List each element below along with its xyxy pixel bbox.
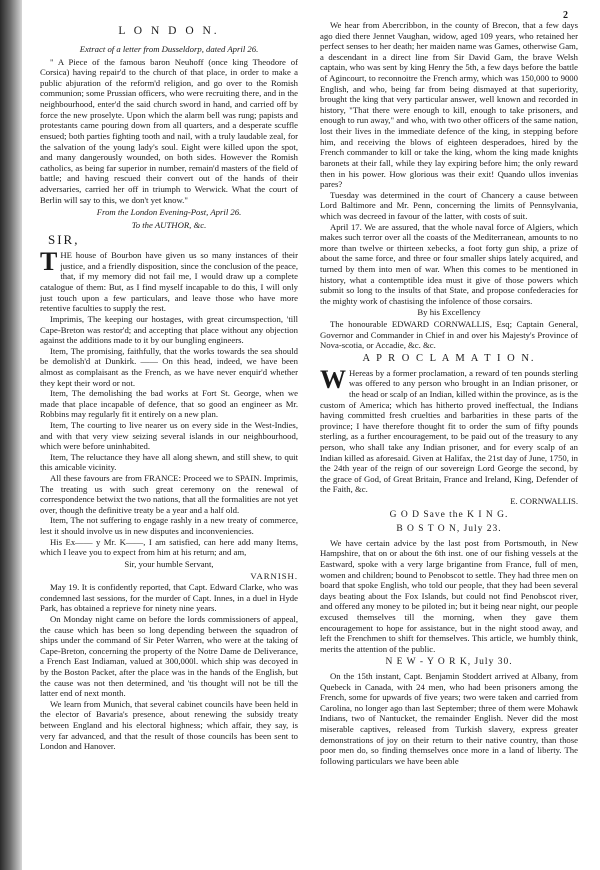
to-author-heading: To the AUTHOR, &c. bbox=[131, 219, 207, 230]
proclamation-drop-cap: W bbox=[320, 364, 346, 394]
masthead: L O N D O N. bbox=[118, 25, 220, 37]
captain-clarke-paragraph: May 19. It is confidently reported, that Capt. Edward Clarke, who was condemned last sessions, for the murder of Capt. Innes, in a duel in Hyde Park, has obtained a reprieve for ninety nine years. bbox=[40, 582, 298, 614]
new-york-dateline: N E W - Y O R K, July 30. bbox=[385, 657, 513, 668]
imprimis-paragraph: Imprimis, The keeping our hostages, with great circumspection, 'till Cape-Breton was restor'd; and accepting that place without any objection against the additions made to it by our bungling engineers. bbox=[40, 313, 298, 346]
signature: VARNISH. bbox=[250, 570, 298, 581]
boston-dateline: B O S T O N, July 23. bbox=[396, 524, 502, 535]
dusseldorp-dateline: Extract of a letter from Dusseldorp, dated April 26. bbox=[79, 44, 259, 55]
proclamation-text: Hereas by a former proclamation, a reward of ten pounds sterling was offered to any person who brought in an Indian prisoner, or the head or scalp of an Indian, killed within the province, as is the custom of America; which has hitherto proved ineffectual, the Indians having committed fresh cruelties and barbarities in these parts of the province; I have therefore thought fit to order the sum of fifty pounds sterling, as a further encouragement, to be paid out of the treasury to any person, who shall take any Indian prisoner, and for every scalp of an Indian killed as aforesaid. Given at Halifax, the 21st day of June, 1750, in the 24th year of the reign of our sovereign Lord George the second, by the grace of God, of Great Britain, France and Ireland, King, Defender of the Faith, &c. bbox=[320, 367, 578, 495]
cornwallis-intro: The honourable EDWARD CORNWALLIS, Esq; Captain General, Governor and Commander in Chief in and over his Majesty's Province of Nova-scotia, or Accadie, &c. &c. bbox=[320, 319, 578, 351]
item-demolishing-paragraph: Item, The demolishing the bad works at Fort St. George, when we made that place incapable of defence, that so good an engineer as Mr. Robbins may regularly fit it entirely on a new plan. bbox=[40, 388, 298, 420]
house-of-bourbon-paragraph bbox=[40, 247, 298, 314]
boston-paragraph: We have certain advice by the last post from Portsmouth, in New Hampshire, that on or about the 6th inst. one of our fishing vessels at the Eastward, spoke with a very large brigantine from France, full of men, women and children; bound to Penobscot to settle. They had three men on board that spoke English, who told our people, that they had been several days beating about the Fox Islands, but could not find Penobscot river, and offered any money to be piloted in; but it being near night, our people excused themselves till the morning, when they gave them encouragement to hope for assistance, but in the night stood away, and left the Frenchmen to shift for themselves. This article, we humbly think, merits the attention of the public. bbox=[320, 537, 578, 654]
chancery-paragraph: Tuesday was determined in the court of Chancery a cause between Lord Baltimore and Mr. Penn, concerning the limits of Pennsylvania, which was decreed in favour of the latter, with costs of suit. bbox=[320, 189, 578, 221]
drop-cap: T bbox=[40, 247, 58, 277]
page-number: 2 bbox=[563, 10, 568, 21]
proclamation-signature: E. CORNWALLIS. bbox=[510, 496, 578, 506]
commissioners-appeal-paragraph: On Monday night came on before the lords commissioners of appeal, the cause which has been so long depending between the squadron of ships under the command of Sir Peter Warren, who were at the taking of Cape-Breton, concerning the property of the Notre Dame de Deliverance, a French East Indiaman, valued at 300,000l. which ship was decoyed in by the Boston Packet, after the place was in the hands of the English, but the cause was not then determined, and 'tis thought will not be till the latter end of next month. bbox=[40, 613, 298, 699]
excellency-line: By his Excellency bbox=[417, 307, 481, 318]
proclamation-paragraph bbox=[320, 364, 578, 495]
book-spine-shadow bbox=[0, 0, 22, 870]
salutation: SIR, bbox=[48, 232, 80, 248]
item-reluctance-paragraph: Item, The reluctance they have all along shewn, and still shew, to quit this amicable vicinity. bbox=[40, 451, 298, 473]
god-save-the-king: G O D Save the K I N G. bbox=[389, 509, 509, 520]
dusseldorp-letter: " A Piece of the famous baron Neuhoff (once king Theodore of Corsica) having repair'd to the church of that place, in order to make a public abjuration of the reform'd religion, and go over to the Romish communion; some Prussian officers, who were recruiting there, and in the neighbourhood, enter'd the said church sword in hand, and carried off by force the new proselyte. Upon which the alarm bell was rung; papists and protestants came pouring down from all quarters, and a desperate scuffle ensued; both parties fighting tooth and nail, with a truly laudable zeal, for the salvation of the young lady's soul. Eight were killed upon the spot, and many dangerously wounded, on both sides. However the Romish catholics, as being far superior in number, remain'd masters of the field of battle; and having rescued their convert out of the hands of their adversaries, carried her off in triumph to Werwick. What the court of Berlin will say to this, we don't yet know." bbox=[40, 56, 298, 205]
item-commerce-paragraph: Item, The not suffering to engage rashly in a new treaty of commerce, lest it should involve us in new disputes and inconveniencies. bbox=[40, 515, 298, 537]
algiers-paragraph: April 17. We are assured, that the whole naval force of Algiers, which makes such terror over all the coasts of the Mediterranean, amounts to no more than twelve or thirteen xebecks, a foot forty gun ship, a prize of about the same force, and three or four smaller ships lately acquired, and turned by them into men of war. When this comes to be mentioned in history, what a contemptible idea must it give of those powers which submit so long to the insults of that State, and propose confederacies for the mighty work of chastising the infolence of those corsairs. bbox=[320, 221, 578, 306]
item-courting-paragraph: Item, The courting to live nearer us on every side in the West-Indies, and with that very view seizing several islands in our neighbourhood, which were before uninhabited. bbox=[40, 419, 298, 452]
munich-paragraph: We learn from Munich, that several cabinet councils have been held in the elector of Bavaria's presence, about renewing the subsidy treaty between England and his electoral highness; which affair, they say, is very far advanced, and that the result of those councils has been sent to London and Hanover. bbox=[40, 698, 298, 752]
item-promising-paragraph: Item, The promising, faithfully, that the works towards the sea should be demolish'd at Dunkirk. —— On this head, indeed, we have been almost as complaisant as the French, as we have never enquir'd whether they kept their word or not. bbox=[40, 345, 298, 388]
evening-post-dateline: From the London Evening-Post, April 26. bbox=[96, 207, 242, 218]
new-york-paragraph: On the 15th instant, Capt. Benjamin Stoddert arrived at Albany, from Quebeck in Canada, with 24 men, who had been prisoners among the French, some for upwards of five years; two were taken and carried from Carolina, no longer ago than last September; three of them were Mohawk Indians, two of Nantucket, the remainder English. Never did the most miserable captives, released from Turkish slavery, express greater demonstrations of joy on their return to their native country, than those poor men do, so finding themselves once more in a land of liberty. The following particulars we have been able bbox=[320, 671, 578, 766]
right-column bbox=[320, 20, 578, 868]
his-excellency-paragraph: His Ex—— y Mr. K——, I am satisfied, can here add many Items, which I leave you to expect from him at his return; and am, bbox=[40, 536, 298, 558]
closing-line: Sir, your humble Servant, bbox=[124, 558, 214, 569]
france-spain-paragraph: All these favours are from FRANCE: Proceed we to SPAIN. Imprimis, The treating us with such great ceremony on the renewal of correspondence betwixt the two nations, that all the formalities are not yet over, though the definitive treaty be a year and a half old. bbox=[40, 473, 298, 515]
left-column bbox=[40, 20, 298, 868]
proclamation-title: A P R O C L A M A T I O N. bbox=[362, 352, 536, 364]
abercribbon-paragraph: We hear from Abercribbon, in the county of Brecon, that a few days ago died there Jennet Vaughan, widow, aged 109 years, who retained her perfect senses to her death; her maiden name was Games, otherwise Gam, a descendant in a direct line from Sir David Gam, the brave Welsh captain, who was sent by king Henry the 5th, a few days before the battle of Agincourt, to reconnoitre the French army, which was 150,000 to 9000 English, and who, being far from being dismayed at that superiority, brought the king that very particular answer, well known and recorded in history, "That there were enough to kill, enough to take prisoners, and enough to run away," and who, with two other officers of the same nation, lost their lives in the immediate defence of the king, in stepping before him, and receiving the blows of eighteen desperadoes, hired by the French commander to kill or take the king, whom the king made knights baronets at their fall, while they lay expiring before him; the only reward then in his power. How glorious was their exit! Quando ullos invenias pares? bbox=[320, 20, 578, 190]
house-of-bourbon-text: HE house of Bourbon have given us so many instances of their justice, and a friendly disposition, since the conclusion of the peace, that, if my memory did not fail me, I would draw up a complete catalogue of them: But, as I find myself incapable to do this, I will only just touch upon a few particulars, and leave those who have more retentive faculties to supply the rest. bbox=[40, 250, 298, 314]
